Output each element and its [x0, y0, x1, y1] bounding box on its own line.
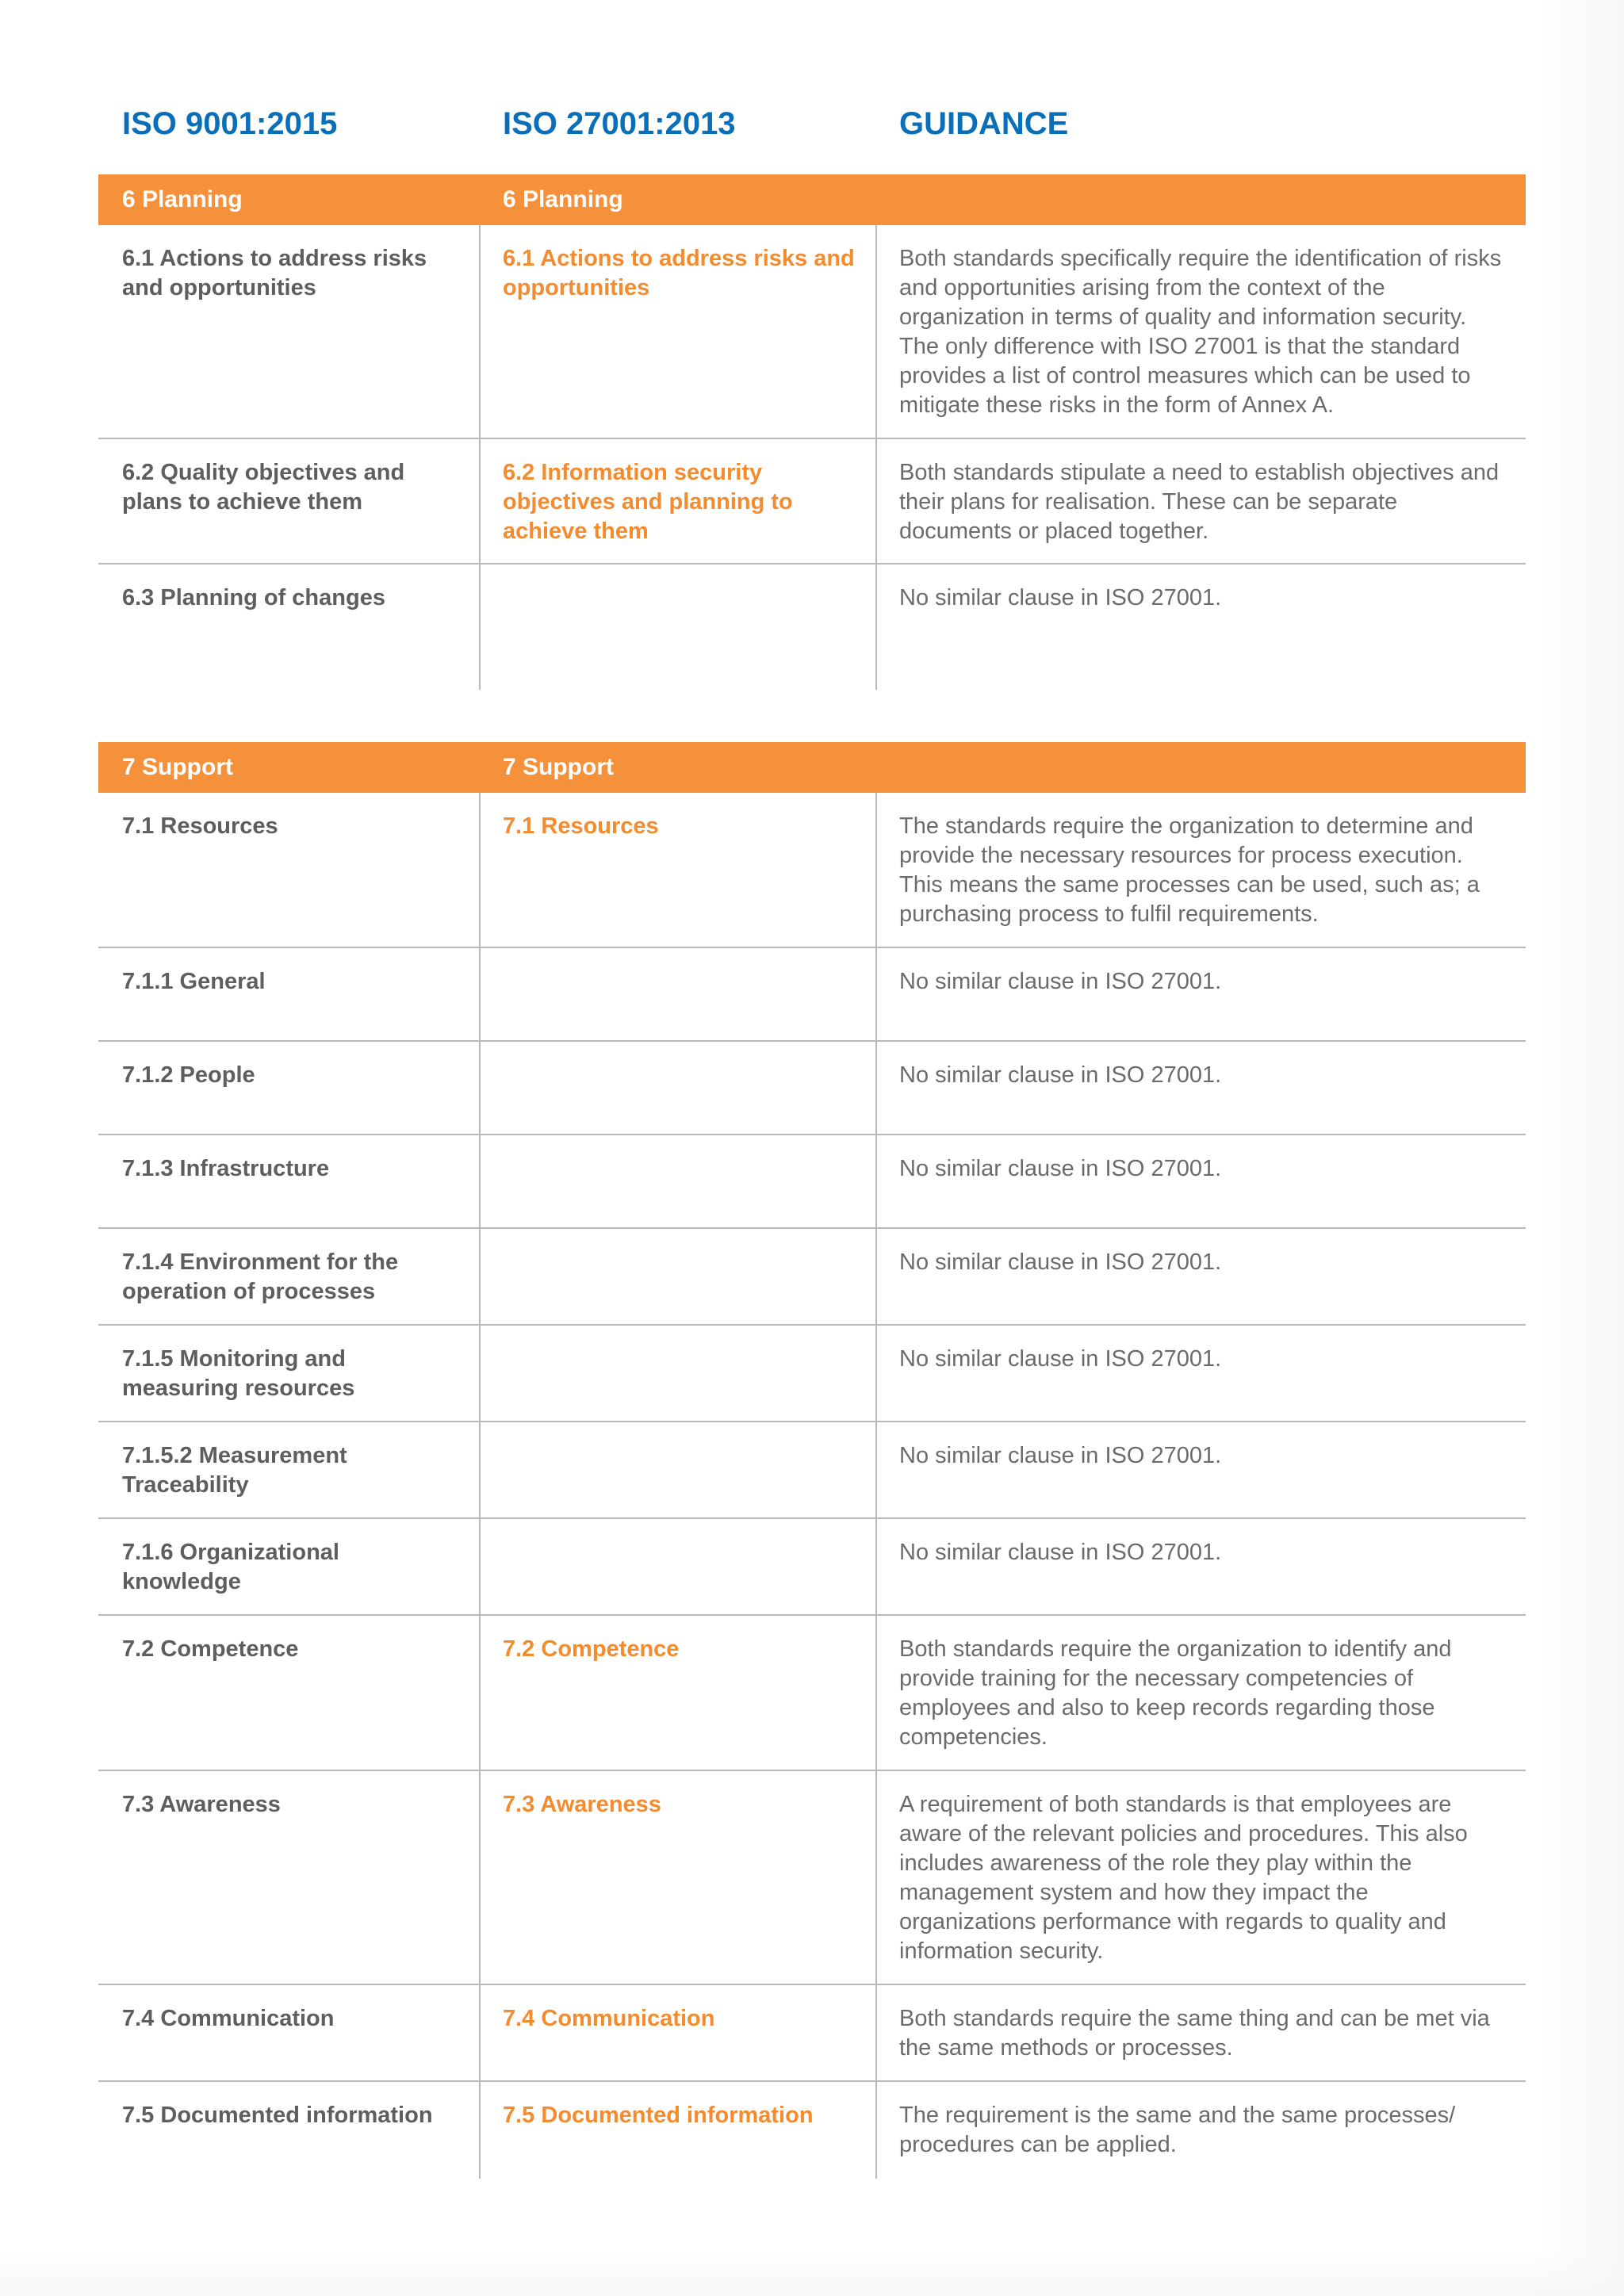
iso27001-clause: 6.1 Actions to address risks and opportunities	[503, 246, 855, 300]
table-row	[98, 1135, 1526, 1229]
iso9001-clause: 7.1.6 Organizational knowledge	[122, 1540, 339, 1594]
section-planning	[98, 174, 1526, 690]
header-iso27001: ISO 27001:2013	[503, 106, 736, 141]
guidance-text: Both standards require the organization to identify and provide training for the necessary competencies of employees and also to keep records regarding those competencies.	[899, 1636, 1452, 1750]
guidance-text: The standards require the organization to determine and provide the necessary resources for process execution. This means the same processes can be used, such as; a purchasing process to fulfil requirements.	[899, 813, 1480, 927]
table-row	[98, 1616, 1526, 1771]
table-row	[98, 564, 1526, 690]
guidance-text: A requirement of both standards is that employees are aware of the relevant policies and procedures. This also includes awareness of the role they play within the management system and how they impact the organizations performance with regards to quality and information security.	[899, 1792, 1468, 1964]
guidance-text: Both standards stipulate a need to establish objectives and their plans for realisation. These can be separate documents or placed together.	[899, 460, 1500, 544]
iso9001-clause: 7.1.5 Monitoring and measuring resources	[122, 1346, 355, 1401]
guidance-text: No similar clause in ISO 27001.	[899, 1443, 1222, 1468]
iso9001-clause: 7.5 Documented information	[122, 2103, 433, 2128]
header-guidance: GUIDANCE	[899, 106, 1069, 141]
guidance-text: Both standards require the same thing and can be met via the same methods or processes.	[899, 2006, 1490, 2061]
iso9001-clause: 6.2 Quality objectives and plans to achieve them	[122, 460, 405, 515]
iso27001-clause: 7.1 Resources	[503, 813, 659, 839]
iso27001-clause: 7.2 Competence	[503, 1636, 680, 1662]
guidance-text: The requirement is the same and the same processes/ procedures can be applied.	[899, 2103, 1456, 2157]
iso27001-clause: 7.3 Awareness	[503, 1792, 661, 1817]
header-iso9001: ISO 9001:2015	[122, 106, 338, 141]
guidance-text: No similar clause in ISO 27001.	[899, 1346, 1222, 1372]
table-row	[98, 793, 1526, 948]
section-title-iso9001: 6 Planning	[122, 186, 243, 212]
section-support	[98, 742, 1526, 2179]
section-header-bar	[98, 742, 1526, 793]
iso9001-clause: 7.4 Communication	[122, 2006, 335, 2031]
column-headers	[122, 106, 1526, 154]
iso9001-clause: 7.1.2 People	[122, 1062, 255, 1088]
section-title-iso27001: 6 Planning	[503, 186, 623, 212]
iso9001-clause: 6.1 Actions to address risks and opportunities	[122, 246, 427, 300]
guidance-text: No similar clause in ISO 27001.	[899, 969, 1222, 994]
table-row	[98, 1229, 1526, 1326]
table-row	[98, 1771, 1526, 1985]
table-row	[98, 948, 1526, 1042]
section-title-iso9001: 7 Support	[122, 754, 233, 780]
iso9001-clause: 6.3 Planning of changes	[122, 585, 385, 610]
table-row	[98, 439, 1526, 564]
section-header-bar	[98, 174, 1526, 225]
table-row	[98, 1422, 1526, 1519]
table-row	[98, 1985, 1526, 2082]
table-row	[98, 1042, 1526, 1135]
guidance-text: No similar clause in ISO 27001.	[899, 1156, 1222, 1181]
page-edge-shadow	[1537, 0, 1624, 2296]
guidance-text: No similar clause in ISO 27001.	[899, 585, 1222, 610]
guidance-text: No similar clause in ISO 27001.	[899, 1062, 1222, 1088]
iso9001-clause: 7.3 Awareness	[122, 1792, 281, 1817]
guidance-text: No similar clause in ISO 27001.	[899, 1540, 1222, 1565]
iso9001-clause: 7.1.4 Environment for the operation of processes	[122, 1249, 399, 1304]
table-row	[98, 2082, 1526, 2179]
table-row	[98, 1519, 1526, 1616]
iso9001-clause: 7.2 Competence	[122, 1636, 299, 1662]
iso9001-clause: 7.1.5.2 Measurement Traceability	[122, 1443, 347, 1498]
iso9001-clause: 7.1.3 Infrastructure	[122, 1156, 330, 1181]
iso27001-clause: 7.5 Documented information	[503, 2103, 814, 2128]
section-title-iso27001: 7 Support	[503, 754, 614, 780]
table-row	[98, 1326, 1526, 1422]
table-row	[98, 225, 1526, 439]
guidance-text: Both standards specifically require the identification of risks and opportunities arising from the context of the organization in terms of quality and information security. The only difference with ISO 27001 is that the standard provides a list of control measures which can be used to mitigate these risks in the form of Annex A.	[899, 246, 1502, 418]
page-bottom-shadow	[0, 2248, 1624, 2296]
iso27001-clause: 7.4 Communication	[503, 2006, 715, 2031]
guidance-text: No similar clause in ISO 27001.	[899, 1249, 1222, 1275]
iso27001-clause: 6.2 Information security objectives and planning to achieve them	[503, 460, 793, 544]
iso9001-clause: 7.1 Resources	[122, 813, 278, 839]
iso9001-clause: 7.1.1 General	[122, 969, 266, 994]
